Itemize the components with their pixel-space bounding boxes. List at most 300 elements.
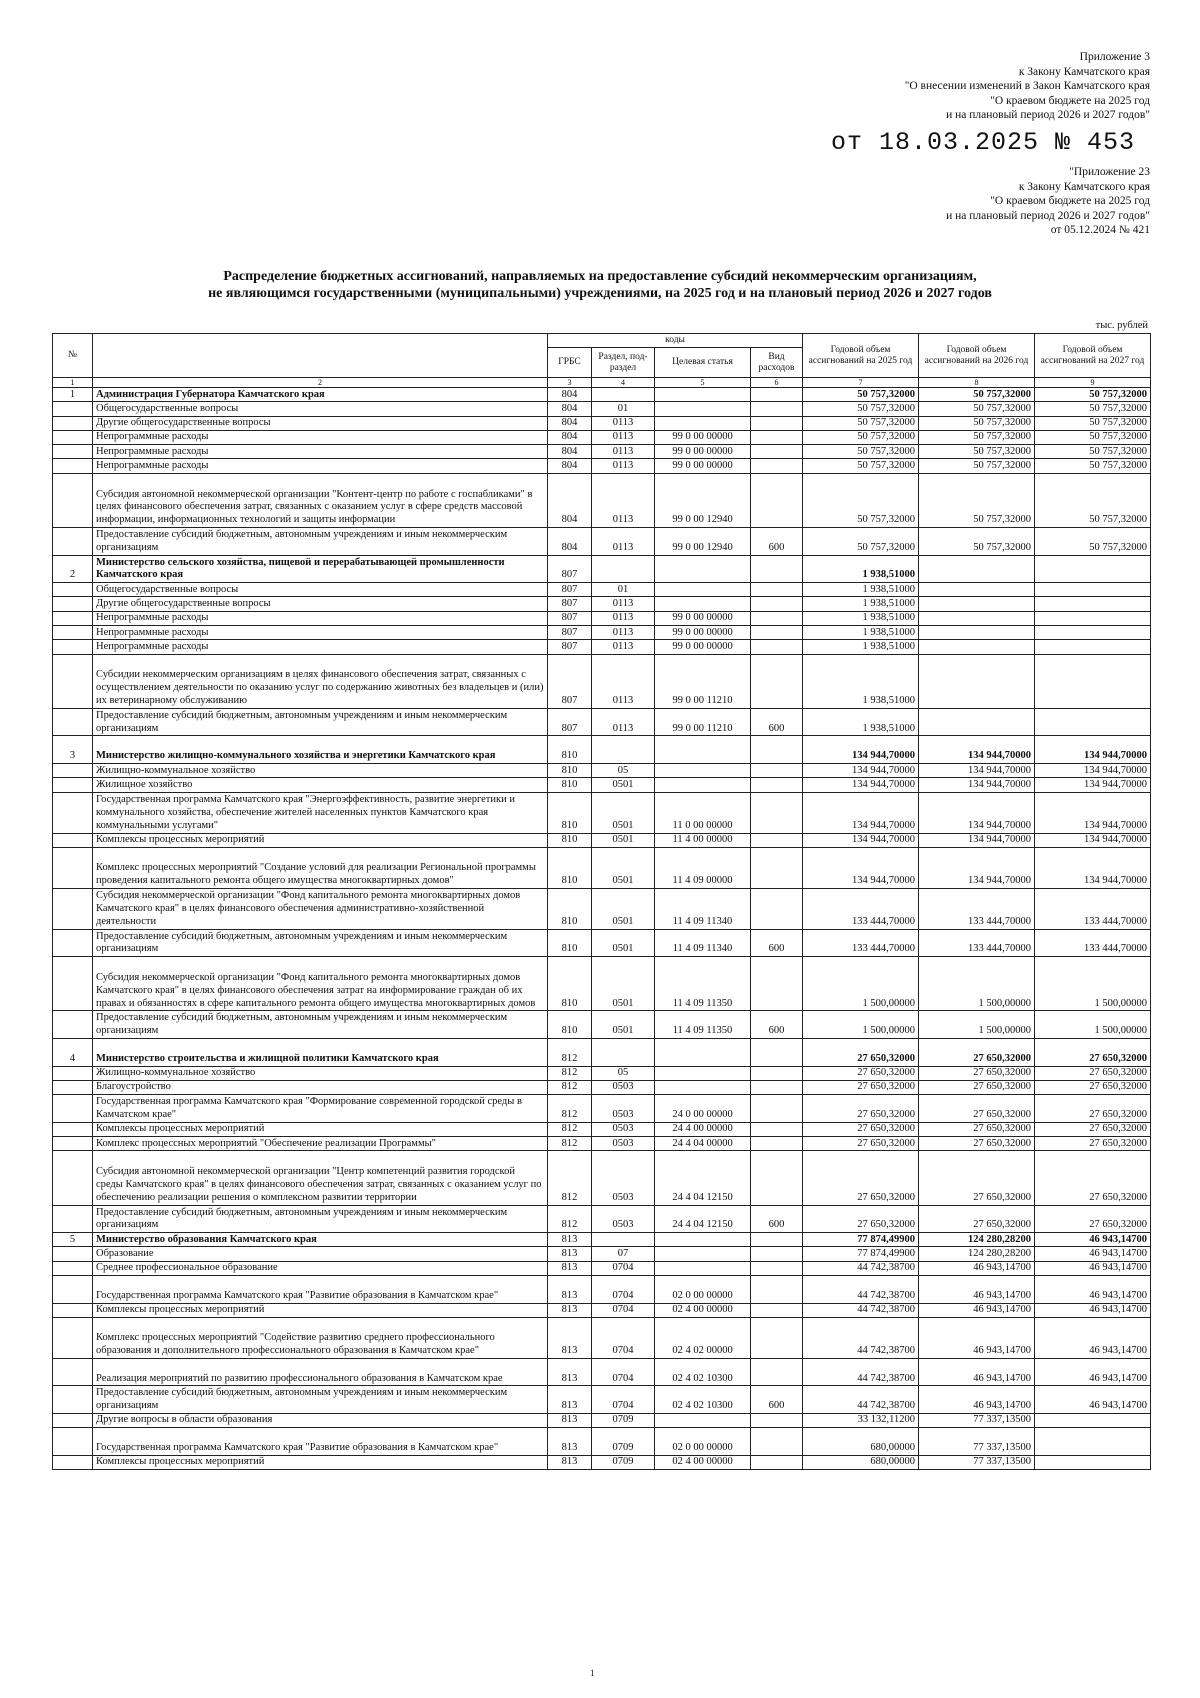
row-name: Жилищное хозяйство [93,778,548,792]
row-name: Жилищно-коммунальное хозяйство [93,1066,548,1080]
table-row [53,1276,1151,1304]
row-number [53,1317,93,1358]
row-grbs: 812 [548,1137,592,1151]
row-amount-2027: 134 944,70000 [1035,736,1151,764]
row-amount-2026: 27 650,32000 [919,1205,1035,1233]
row-target [655,555,751,583]
row-grbs: 804 [548,445,592,459]
row-name: Комплекс процессных мероприятий "Создание условий для реализации Региональной программы проведения капитального ремонта общего имущества многоквартирных домов" [93,847,548,888]
row-number [53,1080,93,1094]
appendix-line: "О краевом бюджете на 2025 год [990,94,1150,107]
row-exp-type [751,640,803,654]
row-amount-2025: 1 938,51000 [803,597,919,611]
row-amount-2027: 27 650,32000 [1035,1122,1151,1136]
row-number [53,1151,93,1205]
row-name: Комплекс процессных мероприятий "Обеспечение реализации Программы" [93,1137,548,1151]
row-number [53,708,93,736]
column-number: 8 [919,378,1035,388]
row-grbs: 807 [548,611,592,625]
table-row [53,1137,1151,1151]
row-amount-2025: 50 757,32000 [803,388,919,402]
row-amount-2026 [919,654,1035,708]
table-row [53,640,1151,654]
row-exp-type [751,778,803,792]
table-row [53,1080,1151,1094]
row-section: 0503 [592,1205,655,1233]
column-number: 4 [592,378,655,388]
table-row [53,1413,1151,1427]
row-amount-2027: 27 650,32000 [1035,1066,1151,1080]
row-grbs: 810 [548,792,592,833]
row-amount-2025: 44 742,38700 [803,1386,919,1414]
table-row [53,778,1151,792]
table-row [53,597,1151,611]
row-amount-2025: 134 944,70000 [803,792,919,833]
row-exp-type [751,1066,803,1080]
row-number [53,764,93,778]
row-grbs: 812 [548,1205,592,1233]
row-target [655,1233,751,1247]
row-amount-2025: 44 742,38700 [803,1317,919,1358]
row-amount-2026: 134 944,70000 [919,736,1035,764]
row-amount-2027: 46 943,14700 [1035,1247,1151,1261]
document-date-number: от 18.03.2025 № 453 [830,128,1135,157]
row-section [592,555,655,583]
table-row [53,888,1151,929]
row-target: 24 4 04 00000 [655,1137,751,1151]
appendix-line: к Закону Камчатского края [1018,180,1150,193]
row-grbs: 807 [548,597,592,611]
row-number [53,1413,93,1427]
row-section: 0501 [592,888,655,929]
row-exp-type [751,1261,803,1275]
row-amount-2025: 50 757,32000 [803,430,919,444]
row-section: 0113 [592,416,655,430]
row-target [655,1413,751,1427]
header-target: Целевая статья [655,348,751,378]
row-amount-2027 [1035,1428,1151,1456]
row-amount-2025: 1 938,51000 [803,640,919,654]
row-target: 11 4 09 11340 [655,888,751,929]
row-target: 11 4 09 11340 [655,929,751,957]
table-row [53,1386,1151,1414]
row-number [53,654,93,708]
row-amount-2027 [1035,708,1151,736]
row-amount-2027: 46 943,14700 [1035,1386,1151,1414]
column-number: 1 [53,378,93,388]
row-amount-2026 [919,583,1035,597]
row-target: 99 0 00 12940 [655,473,751,527]
table-row [53,764,1151,778]
row-target: 02 0 00 00000 [655,1428,751,1456]
row-number: 3 [53,736,93,764]
row-amount-2025: 27 650,32000 [803,1080,919,1094]
row-exp-type: 600 [751,527,803,555]
table-row [53,957,1151,1011]
row-target [655,1066,751,1080]
row-amount-2026: 50 757,32000 [919,416,1035,430]
row-name: Другие общегосударственные вопросы [93,597,548,611]
row-amount-2025: 44 742,38700 [803,1261,919,1275]
row-amount-2027: 50 757,32000 [1035,527,1151,555]
header-exp-type: Вид расходов [751,348,803,378]
row-target: 99 0 00 11210 [655,708,751,736]
row-target: 11 4 09 11350 [655,957,751,1011]
row-number [53,957,93,1011]
row-number [53,527,93,555]
row-amount-2026: 46 943,14700 [919,1386,1035,1414]
row-amount-2027: 27 650,32000 [1035,1080,1151,1094]
table-row [53,833,1151,847]
row-amount-2025: 1 938,51000 [803,654,919,708]
row-name: Государственная программа Камчатского края "Формирование современной городской среды в Камчатском крае" [93,1095,548,1123]
row-amount-2025: 134 944,70000 [803,847,919,888]
row-target: 11 0 00 00000 [655,792,751,833]
row-grbs: 804 [548,473,592,527]
column-number: 5 [655,378,751,388]
row-exp-type [751,1358,803,1386]
row-target: 99 0 00 00000 [655,430,751,444]
header-num: № [53,334,93,378]
row-amount-2026: 77 337,13500 [919,1413,1035,1427]
row-amount-2026 [919,626,1035,640]
row-section: 0501 [592,792,655,833]
table-row [53,1066,1151,1080]
row-grbs: 807 [548,583,592,597]
row-amount-2026: 133 444,70000 [919,888,1035,929]
row-section: 0501 [592,778,655,792]
row-number [53,459,93,473]
row-amount-2025: 134 944,70000 [803,778,919,792]
table-row [53,1455,1151,1469]
row-section: 0113 [592,611,655,625]
row-amount-2026: 134 944,70000 [919,792,1035,833]
row-target: 02 4 00 00000 [655,1303,751,1317]
row-amount-2025: 134 944,70000 [803,764,919,778]
row-grbs: 804 [548,402,592,416]
row-name: Непрограммные расходы [93,445,548,459]
table-row [53,1233,1151,1247]
row-amount-2025: 680,00000 [803,1455,919,1469]
row-number [53,1261,93,1275]
row-target: 02 4 02 10300 [655,1358,751,1386]
row-exp-type [751,792,803,833]
row-grbs: 813 [548,1413,592,1427]
table-row [53,847,1151,888]
row-number [53,778,93,792]
row-amount-2026: 27 650,32000 [919,1038,1035,1066]
row-amount-2026: 77 337,13500 [919,1428,1035,1456]
table-row [53,792,1151,833]
row-amount-2027: 134 944,70000 [1035,764,1151,778]
row-target: 24 4 00 00000 [655,1122,751,1136]
row-grbs: 810 [548,1011,592,1039]
document-title [60,268,1140,302]
row-number [53,1011,93,1039]
row-amount-2027 [1035,555,1151,583]
row-amount-2026: 27 650,32000 [919,1080,1035,1094]
row-section: 0501 [592,1011,655,1039]
row-amount-2025: 77 874,49900 [803,1247,919,1261]
row-section: 0501 [592,847,655,888]
row-number [53,1303,93,1317]
row-target [655,1038,751,1066]
row-exp-type [751,1303,803,1317]
row-amount-2026: 46 943,14700 [919,1303,1035,1317]
row-amount-2026: 134 944,70000 [919,778,1035,792]
table-row [53,473,1151,527]
row-name: Министерство жилищно-коммунального хозяйства и энергетики Камчатского края [93,736,548,764]
row-exp-type [751,473,803,527]
row-amount-2026 [919,555,1035,583]
row-number [53,1358,93,1386]
row-amount-2026 [919,708,1035,736]
row-target [655,1247,751,1261]
header-section: Раздел, под-раздел [592,348,655,378]
row-amount-2027: 134 944,70000 [1035,833,1151,847]
column-number: 7 [803,378,919,388]
units-label: тыс. рублей [1095,320,1148,331]
row-target: 99 0 00 11210 [655,654,751,708]
row-amount-2025: 27 650,32000 [803,1038,919,1066]
table-row [53,416,1151,430]
row-section: 0704 [592,1276,655,1304]
row-grbs: 807 [548,708,592,736]
row-name: Субсидия некоммерческой организации "Фонд капитального ремонта многоквартирных домов Камчатского края" в целях финансового обеспечения затрат на информирование граждан об их правах и обязанностях в сфере капитального ремонта общего имущества многоквартирных домов [93,957,548,1011]
row-grbs: 813 [548,1455,592,1469]
row-amount-2025: 1 938,51000 [803,611,919,625]
row-number [53,416,93,430]
row-section: 0113 [592,640,655,654]
row-name: Государственная программа Камчатского края "Энергоэффективность, развитие энергетики и коммунального хозяйства, обеспечение жителей населенных пунктов Камчатского края коммунальными услугами" [93,792,548,833]
row-amount-2026 [919,597,1035,611]
row-target: 02 4 02 10300 [655,1386,751,1414]
table-row [53,1303,1151,1317]
row-number [53,833,93,847]
row-number [53,430,93,444]
header-2025: Годовой объем ассигнований на 2025 год [803,334,919,378]
row-name: Образование [93,1247,548,1261]
row-grbs: 810 [548,764,592,778]
row-target [655,388,751,402]
row-amount-2025: 680,00000 [803,1428,919,1456]
row-section: 0503 [592,1151,655,1205]
header-codes: коды [548,334,803,348]
row-section: 01 [592,402,655,416]
row-amount-2027: 46 943,14700 [1035,1261,1151,1275]
row-amount-2026: 46 943,14700 [919,1276,1035,1304]
row-amount-2025: 134 944,70000 [803,833,919,847]
row-amount-2025: 44 742,38700 [803,1276,919,1304]
row-amount-2027: 1 500,00000 [1035,1011,1151,1039]
row-section: 0113 [592,473,655,527]
row-amount-2026: 50 757,32000 [919,430,1035,444]
row-name: Другие общегосударственные вопросы [93,416,548,430]
row-amount-2025: 77 874,49900 [803,1233,919,1247]
row-section: 0704 [592,1317,655,1358]
row-exp-type [751,1455,803,1469]
row-target: 02 4 02 00000 [655,1317,751,1358]
row-target: 99 0 00 00000 [655,640,751,654]
table-row [53,1095,1151,1123]
row-section: 0503 [592,1137,655,1151]
row-grbs: 804 [548,416,592,430]
table-row [53,736,1151,764]
row-amount-2027: 46 943,14700 [1035,1233,1151,1247]
row-amount-2026: 27 650,32000 [919,1137,1035,1151]
row-section: 0709 [592,1428,655,1456]
row-number [53,1386,93,1414]
page-number: 1 [590,1668,595,1678]
row-section: 0709 [592,1413,655,1427]
table-row [53,388,1151,402]
row-exp-type [751,445,803,459]
row-name: Общегосударственные вопросы [93,402,548,416]
row-exp-type: 600 [751,1386,803,1414]
row-grbs: 807 [548,640,592,654]
row-amount-2026: 27 650,32000 [919,1122,1035,1136]
row-name: Среднее профессиональное образование [93,1261,548,1275]
row-section: 0113 [592,430,655,444]
appendix-line: "О краевом бюджете на 2025 год [990,195,1150,208]
row-name: Субсидии некоммерческим организациям в целях финансового обеспечения затрат, связанных с осуществлением деятельности по оказанию услуг по содержанию животных без владельцев и (или) их ветеринарному обслуживанию [93,654,548,708]
row-number [53,611,93,625]
row-section: 0113 [592,459,655,473]
appendix-line: от 05.12.2024 № 421 [1050,224,1150,237]
row-amount-2025: 1 938,51000 [803,583,919,597]
row-grbs: 812 [548,1080,592,1094]
row-target: 24 4 04 12150 [655,1151,751,1205]
row-amount-2026: 50 757,32000 [919,445,1035,459]
row-grbs: 812 [548,1066,592,1080]
table-row [53,626,1151,640]
appendix-line: к Закону Камчатского края [1018,65,1150,78]
row-amount-2026: 27 650,32000 [919,1151,1035,1205]
row-number [53,626,93,640]
row-name: Комплексы процессных мероприятий [93,1303,548,1317]
row-amount-2025: 27 650,32000 [803,1151,919,1205]
row-target [655,583,751,597]
row-amount-2027: 27 650,32000 [1035,1151,1151,1205]
row-section: 0704 [592,1303,655,1317]
row-section: 0704 [592,1261,655,1275]
row-exp-type [751,1413,803,1427]
row-grbs: 813 [548,1233,592,1247]
row-name: Непрограммные расходы [93,640,548,654]
row-amount-2025: 50 757,32000 [803,473,919,527]
row-amount-2027: 27 650,32000 [1035,1095,1151,1123]
row-name: Министерство строительства и жилищной политики Камчатского края [93,1038,548,1066]
previous-appendix-header [946,165,1150,238]
row-exp-type [751,888,803,929]
row-exp-type [751,764,803,778]
row-exp-type [751,1038,803,1066]
table-row [53,1261,1151,1275]
row-exp-type [751,1151,803,1205]
row-section: 0704 [592,1386,655,1414]
row-exp-type [751,736,803,764]
row-amount-2026: 134 944,70000 [919,847,1035,888]
row-name: Администрация Губернатора Камчатского края [93,388,548,402]
row-section: 0501 [592,929,655,957]
row-name: Комплекс процессных мероприятий "Содействие развитию среднего профессионального образования и дополнительного профессионального образования в Камчатском крае" [93,1317,548,1358]
row-name: Министерство сельского хозяйства, пищевой и перерабатывающей промышленности Камчатского края [93,555,548,583]
row-name: Государственная программа Камчатского края "Развитие образования в Камчатском крае" [93,1428,548,1456]
row-exp-type [751,1137,803,1151]
row-section: 0503 [592,1080,655,1094]
row-amount-2027: 27 650,32000 [1035,1137,1151,1151]
row-grbs: 810 [548,957,592,1011]
row-target [655,736,751,764]
row-number [53,473,93,527]
row-number: 1 [53,388,93,402]
row-number [53,583,93,597]
row-amount-2025: 50 757,32000 [803,445,919,459]
row-amount-2027: 50 757,32000 [1035,402,1151,416]
row-amount-2027 [1035,597,1151,611]
row-exp-type [751,1080,803,1094]
row-grbs: 812 [548,1038,592,1066]
appendix-line: "Приложение 23 [1069,166,1150,178]
row-section: 0501 [592,833,655,847]
row-amount-2025: 50 757,32000 [803,459,919,473]
row-grbs: 810 [548,833,592,847]
row-amount-2027: 50 757,32000 [1035,459,1151,473]
row-exp-type [751,1247,803,1261]
row-exp-type [751,1428,803,1456]
row-name: Государственная программа Камчатского края "Развитие образования в Камчатском крае" [93,1276,548,1304]
row-grbs: 812 [548,1095,592,1123]
row-number [53,597,93,611]
row-name: Реализация мероприятий по развитию профессионального образования в Камчатском крае [93,1358,548,1386]
row-amount-2026 [919,640,1035,654]
row-amount-2027 [1035,611,1151,625]
row-grbs: 813 [548,1261,592,1275]
row-exp-type [751,654,803,708]
table-row [53,402,1151,416]
row-exp-type: 600 [751,1011,803,1039]
row-amount-2025: 1 938,51000 [803,555,919,583]
row-number [53,1428,93,1456]
row-amount-2027: 46 943,14700 [1035,1303,1151,1317]
row-amount-2025: 50 757,32000 [803,402,919,416]
row-exp-type [751,459,803,473]
row-grbs: 804 [548,459,592,473]
row-number [53,929,93,957]
row-section: 0113 [592,654,655,708]
column-number: 9 [1035,378,1151,388]
row-amount-2025: 134 944,70000 [803,736,919,764]
row-grbs: 810 [548,736,592,764]
row-amount-2027 [1035,654,1151,708]
row-name: Предоставление субсидий бюджетным, автономным учреждениям и иным некоммерческим организациям [93,708,548,736]
table-row [53,654,1151,708]
row-exp-type [751,597,803,611]
title-line: Распределение бюджетных ассигнований, направляемых на предоставление субсидий некоммерческим организациям, [223,269,977,284]
row-number [53,1137,93,1151]
row-exp-type [751,1317,803,1358]
appendix-line: и на плановый период 2026 и 2027 годов" [946,209,1150,222]
row-amount-2026: 124 280,28200 [919,1247,1035,1261]
table-row [53,611,1151,625]
row-grbs: 812 [548,1122,592,1136]
row-section: 0503 [592,1095,655,1123]
row-section: 0503 [592,1122,655,1136]
row-grbs: 813 [548,1303,592,1317]
row-section: 0501 [592,957,655,1011]
row-exp-type [751,1095,803,1123]
row-grbs: 813 [548,1317,592,1358]
